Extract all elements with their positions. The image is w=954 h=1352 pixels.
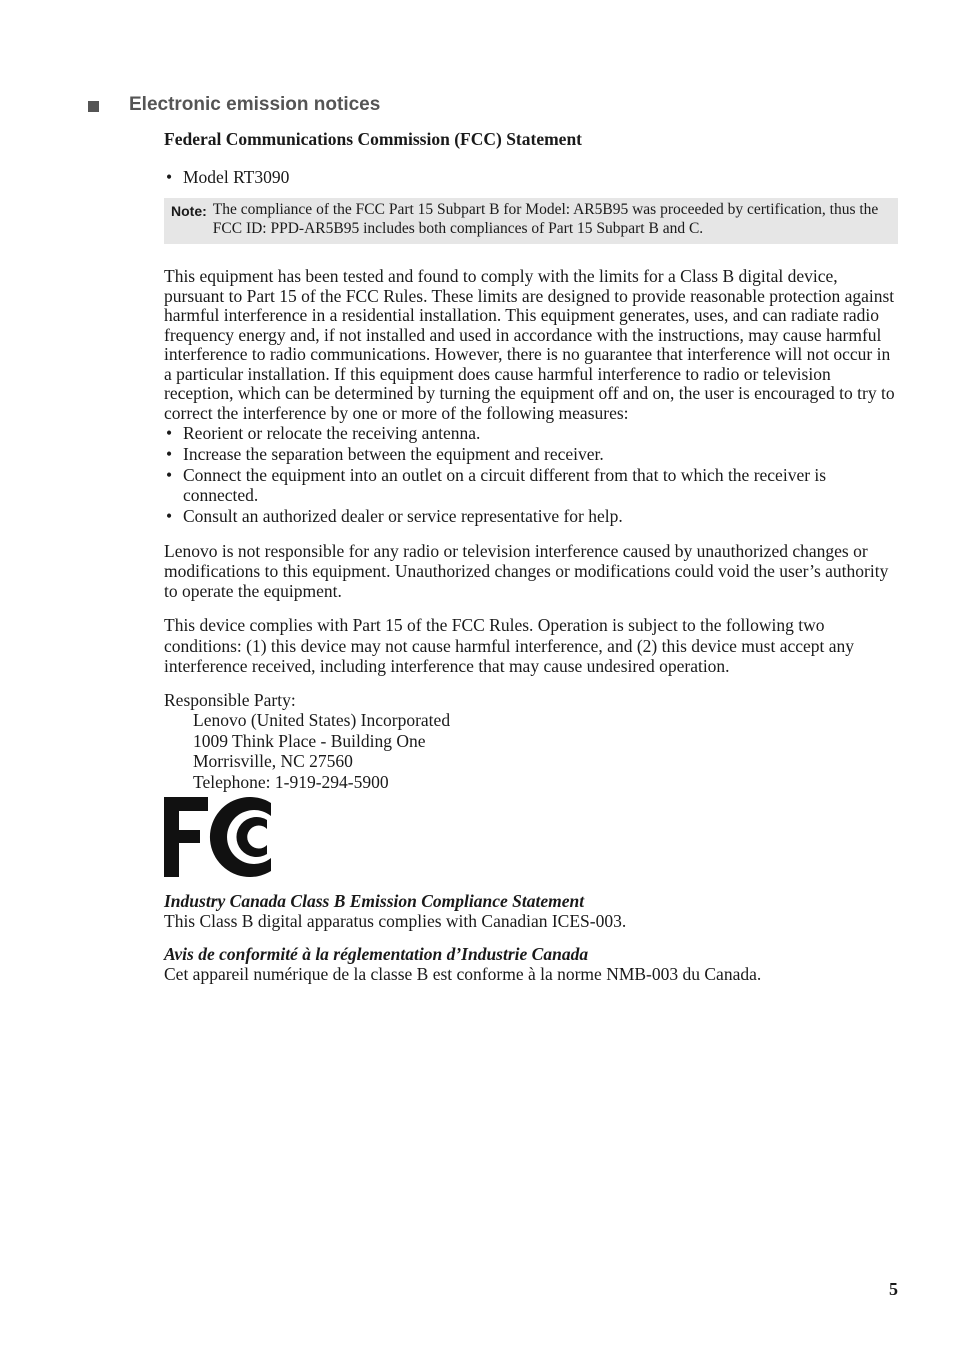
square-bullet-icon <box>88 101 99 112</box>
section-heading: Electronic emission notices <box>129 94 381 115</box>
responsible-party-label: Responsible Party: <box>164 689 296 710</box>
party-line: Telephone: 1-919-294-5900 <box>193 771 389 792</box>
party-line: Morrisville, NC 27560 <box>193 751 353 771</box>
measures-list <box>164 423 898 526</box>
measure-item: • Connect the equipment into an outlet on a circuit different from that to which the receiver is connected. <box>164 465 898 505</box>
responsible-party-address <box>164 710 898 792</box>
measure-item: • Consult an authorized dealer or service representative for help. <box>164 506 898 526</box>
note-label: Note: <box>171 203 207 219</box>
note-text: The compliance of the FCC Part 15 Subpart B for Model: AR5B95 was proceeded by certification, thus the FCC ID: PPD-AR5B95 includes both compliances of Part 15 Subpart B and C. <box>212 201 879 237</box>
party-line: Lenovo (United States) Incorporated <box>193 710 451 730</box>
model-list <box>164 168 898 188</box>
device-compliance-paragraph: This device complies with Part 15 of the FCC Rules. Operation is subject to the following two conditions: (1) this device may not cause harmful interference, and (2) this device must accept any interference received, including interference that may cause undesired operation. <box>164 615 855 676</box>
fcc-logo-icon <box>164 797 272 877</box>
fcc-statement-title: Federal Communications Commission (FCC) Statement <box>164 129 583 149</box>
lenovo-paragraph: Lenovo is not responsible for any radio or television interference caused by unauthorized changes or modifications to this equipment. Unauthorized changes or modifications could void the user’s authority to operate the equipment. <box>164 541 889 601</box>
party-line: 1009 Think Place - Building One <box>193 730 426 751</box>
page-number: 5 <box>889 1279 898 1299</box>
model-item: • Model RT3090 <box>164 168 898 188</box>
avis-title: Avis de conformité à la réglementation d’Industrie Canada <box>164 944 589 964</box>
industry-canada-text: This Class B digital apparatus complies with Canadian ICES-003. <box>164 910 627 931</box>
content-body <box>164 130 898 984</box>
avis-text: Cet appareil numérique de la classe B est conforme à la norme NMB-003 du Canada. <box>164 963 762 984</box>
section-heading-row <box>88 94 380 116</box>
responsible-party <box>164 690 898 793</box>
measure-item: • Reorient or relocate the receiving antenna. <box>164 423 898 443</box>
measure-item: • Increase the separation between the equipment and receiver. <box>164 444 898 464</box>
fcc-main-paragraph: This equipment has been tested and found to comply with the limits for a Class B digital device, pursuant to Part 15 of the FCC Rules. These limits are designed to provide reasonable protection against harmful interference in a residential installation. This equipment generates, uses, and can radiate radio frequency energy and, if not installed and used in accordance with the instructions, may cause harmful interference to radio communications. However, there is no guarantee that interference will not occur in a particular installation. If this equipment does cause harmful interference to radio or television reception, which can be determined by turning the equipment off and on, the user is encouraged to try to correct the interference by one or more of the following measures: <box>164 266 895 423</box>
industry-canada-title: Industry Canada Class B Emission Compliance Statement <box>164 891 585 911</box>
note-box <box>164 198 898 244</box>
